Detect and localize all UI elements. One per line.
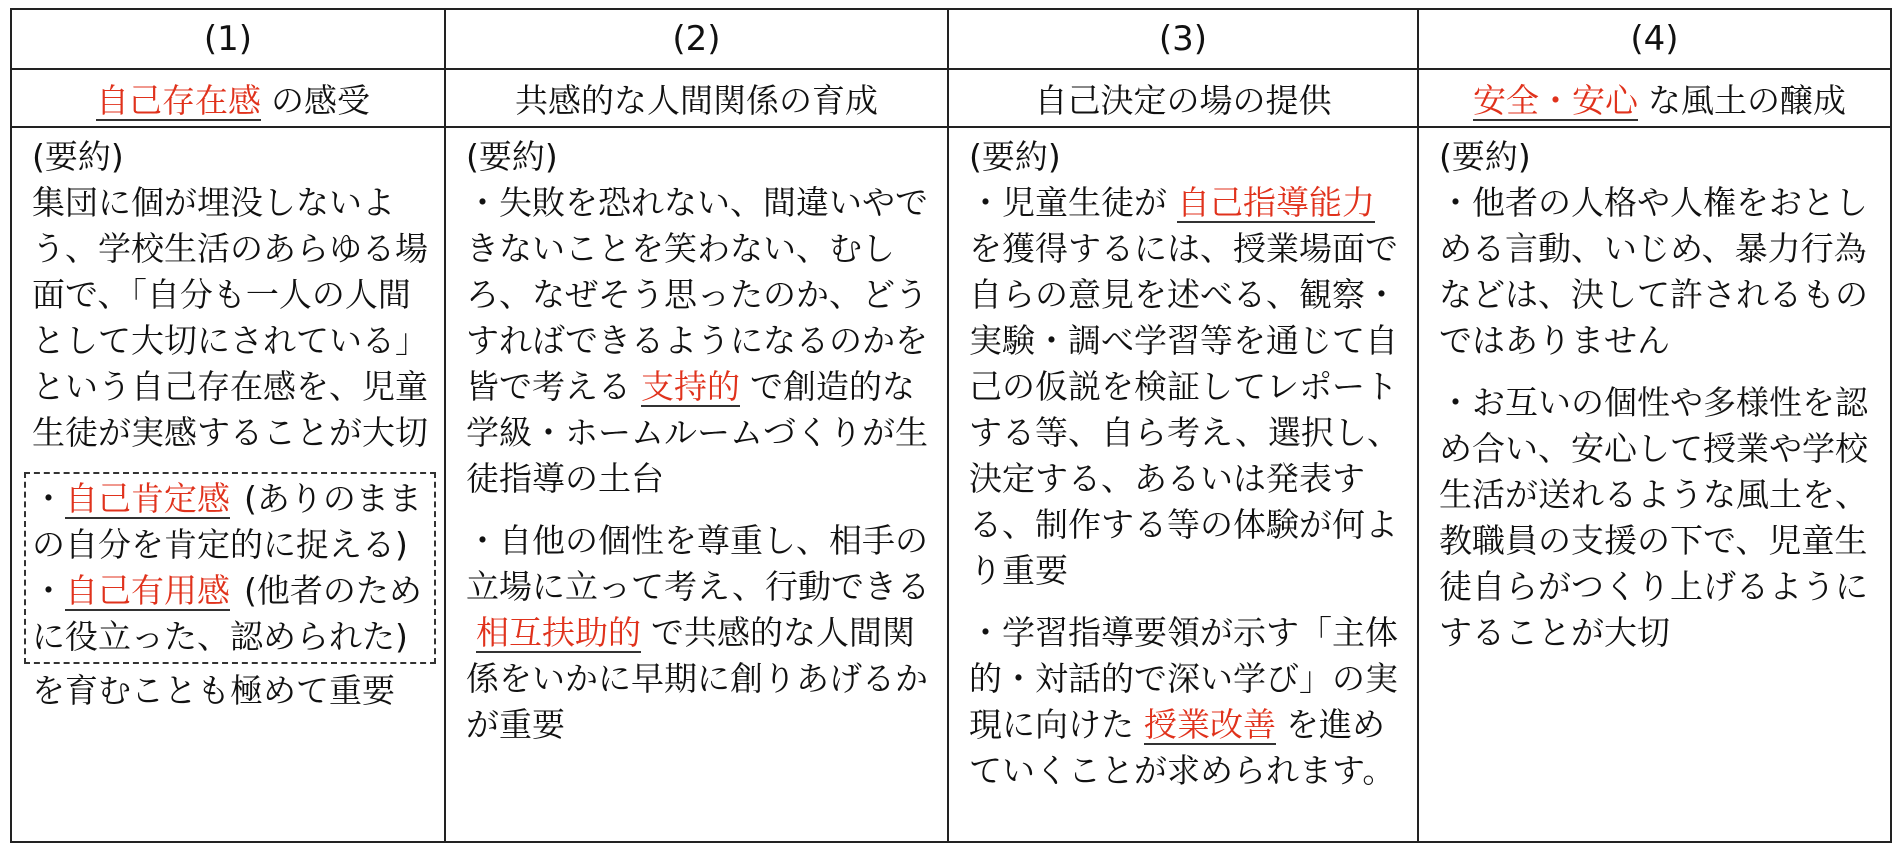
heading-row [11, 69, 1891, 127]
col2-body [445, 127, 948, 842]
col1-heading-highlight: 自己存在感 [96, 80, 261, 120]
col2-number: (2) [445, 9, 948, 69]
col1-summary-label: (要約) [32, 137, 124, 176]
col1-box-item-2-highlight: 自己有用感 [65, 571, 230, 610]
col1-tail: を育むことも極めて重要 [32, 671, 395, 710]
col1-heading-rest: の感受 [271, 80, 370, 120]
col1-number: (1) [11, 9, 445, 69]
body-row [11, 127, 1891, 842]
col1-paragraph: 集団に個が埋没しないよう、学校生活のあらゆる場面で、「自分も一人の人間として大切にされている」という自己存在感を、児童生徒が実感することが大切 [32, 183, 428, 452]
col2-highlight-1: 支持的 [641, 367, 740, 406]
col3-body [948, 127, 1418, 842]
col3-heading: 自己決定の場の提供 [948, 69, 1418, 127]
col2-highlight-2: 相互扶助的 [476, 613, 641, 652]
col2-heading: 共感的な人間関係の育成 [445, 69, 948, 127]
col3-highlight-1: 自己指導能力 [1177, 183, 1375, 222]
col4-paragraph-2: ・お互いの個性や多様性を認め合い、安心して授業や学校生活が送れるような風土を、教職員の支援の下で、児童生徒自らがつくり上げるようにすることが大切 [1439, 383, 1868, 652]
col1-box-item-1: ・自己肯定感 (ありのままの自分を肯定的に捉える) [32, 479, 422, 564]
col4-summary-label: (要約) [1439, 137, 1531, 176]
col3-number: (3) [948, 9, 1418, 69]
col4-paragraph-1: ・他者の人格や人権をおとしめる言動、いじめ、暴力行為などは、決して許されるものではありません [1439, 183, 1868, 360]
col3-paragraph-1: ・児童生徒が 自己指導能力を獲得するには、授業場面で自らの意見を述べる、観察・実験・調べ学習等を通じて自己の仮説を検証してレポートする等、自ら考え、選択し、決定する、あるいは発表する、制作する等の体験が何より重要 [969, 183, 1400, 590]
col1-box-item-1-highlight: 自己肯定感 [65, 479, 230, 518]
col1-body [11, 127, 445, 842]
col2-paragraph-1: ・失敗を恐れない、間違いやできないことを笑わない、むしろ、なぜそう思ったのか、どうすればできるようになるのかを皆で考える 支持的 で創造的な学級・ホームルームづくりが生徒指導の土台 [466, 183, 928, 498]
col2-summary-label: (要約) [466, 137, 558, 176]
col1-heading [11, 69, 445, 127]
col4-body [1418, 127, 1891, 842]
col3-paragraph-2: ・学習指導要領が示す「主体的・対話的で深い学び」の実現に向けた 授業改善 を進めていくことが求められます。 [969, 613, 1398, 790]
number-row [11, 9, 1891, 69]
guidance-table [10, 8, 1892, 843]
col4-heading [1418, 69, 1891, 127]
col3-highlight-2: 授業改善 [1144, 705, 1276, 744]
col4-heading-highlight: 安全・安心 [1473, 80, 1638, 120]
col2-paragraph-2: ・自他の個性を尊重し、相手の立場に立って考え、行動できる相互扶助的 で共感的な人間関係をいかに早期に創りあげるかが重要 [466, 521, 930, 744]
col1-box-item-2: ・自己有用感 (他者のために役立った、認められた) [32, 571, 422, 656]
col4-number: (4) [1418, 9, 1891, 69]
col4-heading-rest: な風土の醸成 [1648, 80, 1846, 120]
col3-summary-label: (要約) [969, 137, 1061, 176]
col1-dashed-box [24, 472, 436, 664]
